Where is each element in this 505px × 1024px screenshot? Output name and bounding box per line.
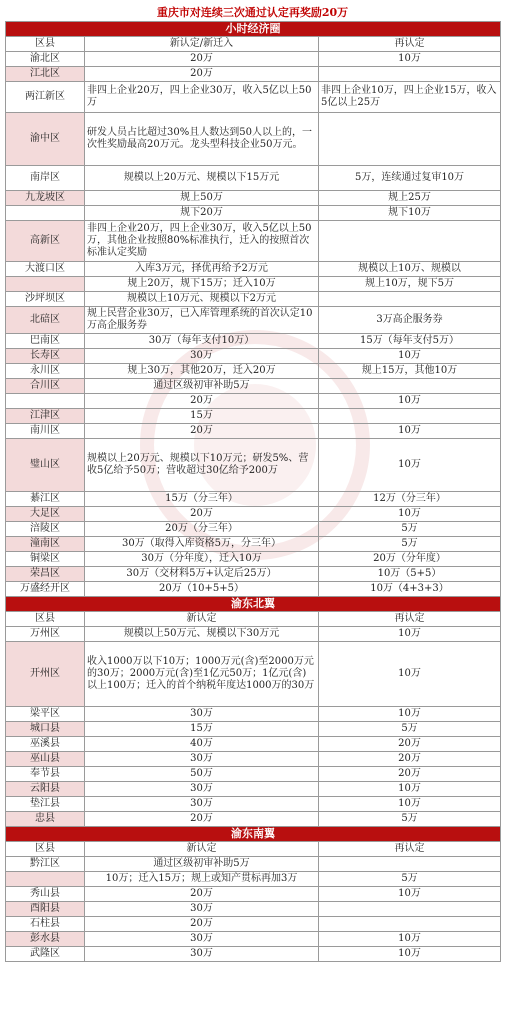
new-award-cell: 规模以上50万元、规模以下30万元 bbox=[85, 627, 319, 642]
section-title: 小时经济圈 bbox=[6, 22, 501, 37]
table-row bbox=[6, 409, 501, 424]
table-row bbox=[6, 722, 501, 737]
column-header: 区县 bbox=[6, 612, 85, 627]
district-cell: 开州区 bbox=[6, 642, 85, 707]
district-cell: 黔江区 bbox=[6, 857, 85, 872]
subsidy-table bbox=[5, 21, 501, 962]
district-cell: 秀山县 bbox=[6, 887, 85, 902]
renewal-award-cell: 5万，连续通过复审10万 bbox=[319, 166, 501, 191]
new-award-cell: 20万 bbox=[85, 887, 319, 902]
renewal-award-cell bbox=[319, 902, 501, 917]
district-cell: 綦江区 bbox=[6, 492, 85, 507]
renewal-award-cell: 3万高企服务券 bbox=[319, 307, 501, 334]
renewal-award-cell bbox=[319, 221, 501, 262]
renewal-award-cell: 10万 bbox=[319, 947, 501, 962]
district-cell: 渝中区 bbox=[6, 113, 85, 166]
new-award-cell: 30万（每年支付10万） bbox=[85, 334, 319, 349]
section-band bbox=[6, 827, 501, 842]
new-award-cell: 30万 bbox=[85, 797, 319, 812]
table-row bbox=[6, 221, 501, 262]
district-cell: 巫山县 bbox=[6, 752, 85, 767]
renewal-award-cell: 5万 bbox=[319, 537, 501, 552]
column-header: 再认定 bbox=[319, 612, 501, 627]
district-cell bbox=[6, 872, 85, 887]
renewal-award-cell: 10万（4+3+3） bbox=[319, 582, 501, 597]
district-cell: 江津区 bbox=[6, 409, 85, 424]
renewal-award-cell: 10万 bbox=[319, 507, 501, 522]
table-row bbox=[6, 552, 501, 567]
column-header: 再认定 bbox=[319, 37, 501, 52]
table-row bbox=[6, 379, 501, 394]
new-award-cell: 30万 bbox=[85, 707, 319, 722]
new-award-cell: 10万；迁入15万；规上或知产贯标再加3万 bbox=[85, 872, 319, 887]
new-award-cell: 20万 bbox=[85, 394, 319, 409]
district-cell bbox=[6, 277, 85, 292]
new-award-cell: 规模以上20万元、规模以下15万元 bbox=[85, 166, 319, 191]
district-cell: 合川区 bbox=[6, 379, 85, 394]
renewal-award-cell bbox=[319, 857, 501, 872]
new-award-cell: 30万（交材料5万+认定后25万） bbox=[85, 567, 319, 582]
table-row bbox=[6, 797, 501, 812]
new-award-cell: 15万 bbox=[85, 722, 319, 737]
new-award-cell: 非四上企业20万，四上企业30万，收入5亿以上50万，其他企业按照80%标准执行，迁入的按照首次标准认定奖励 bbox=[85, 221, 319, 262]
table-row bbox=[6, 707, 501, 722]
new-award-cell: 收入1000万以下10万；1000万元(含)至2000万元的30万；2000万元(含)至1亿元50万；1亿元(含)以上100万；迁入的首个纳税年度达1000万的30万 bbox=[85, 642, 319, 707]
table-row bbox=[6, 439, 501, 492]
table-row bbox=[6, 642, 501, 707]
district-cell: 云阳县 bbox=[6, 782, 85, 797]
table-row bbox=[6, 262, 501, 277]
renewal-award-cell: 10万 bbox=[319, 932, 501, 947]
new-award-cell: 20万 bbox=[85, 52, 319, 67]
new-award-cell: 40万 bbox=[85, 737, 319, 752]
renewal-award-cell: 5万 bbox=[319, 812, 501, 827]
table-row bbox=[6, 52, 501, 67]
district-cell: 巫溪县 bbox=[6, 737, 85, 752]
new-award-cell: 非四上企业20万，四上企业30万，收入5亿以上50万 bbox=[85, 82, 319, 113]
new-award-cell: 通过区级初审补助5万 bbox=[85, 379, 319, 394]
new-award-cell: 20万（10+5+5） bbox=[85, 582, 319, 597]
table-row bbox=[6, 737, 501, 752]
table-row bbox=[6, 307, 501, 334]
district-cell: 永川区 bbox=[6, 364, 85, 379]
new-award-cell: 20万 bbox=[85, 917, 319, 932]
renewal-award-cell bbox=[319, 379, 501, 394]
new-award-cell: 30万（取得入库资格5万，分三年） bbox=[85, 537, 319, 552]
table-row bbox=[6, 872, 501, 887]
column-header: 新认定/新迁入 bbox=[85, 37, 319, 52]
table-row bbox=[6, 334, 501, 349]
district-cell: 涪陵区 bbox=[6, 522, 85, 537]
table-row bbox=[6, 522, 501, 537]
new-award-cell: 15万（分三年） bbox=[85, 492, 319, 507]
renewal-award-cell: 10万（5+5） bbox=[319, 567, 501, 582]
renewal-award-cell bbox=[319, 917, 501, 932]
column-header: 再认定 bbox=[319, 842, 501, 857]
renewal-award-cell: 15万（每年支付5万） bbox=[319, 334, 501, 349]
district-cell bbox=[6, 206, 85, 221]
new-award-cell: 20万（分三年） bbox=[85, 522, 319, 537]
new-award-cell: 规模以上10万元、规模以下2万元 bbox=[85, 292, 319, 307]
table-row bbox=[6, 349, 501, 364]
new-award-cell: 15万 bbox=[85, 409, 319, 424]
renewal-award-cell: 10万 bbox=[319, 424, 501, 439]
document-title: 重庆市对连续三次通过认定再奖励20万 bbox=[156, 6, 349, 19]
table-row bbox=[6, 752, 501, 767]
new-award-cell: 规上20万，规下15万；迁入10万 bbox=[85, 277, 319, 292]
column-header: 区县 bbox=[6, 37, 85, 52]
new-award-cell: 20万 bbox=[85, 812, 319, 827]
district-cell: 南川区 bbox=[6, 424, 85, 439]
new-award-cell: 30万 bbox=[85, 932, 319, 947]
renewal-award-cell: 10万 bbox=[319, 52, 501, 67]
table-row bbox=[6, 394, 501, 409]
district-cell: 大足区 bbox=[6, 507, 85, 522]
new-award-cell: 30万 bbox=[85, 752, 319, 767]
renewal-award-cell: 10万 bbox=[319, 797, 501, 812]
district-cell: 铜梁区 bbox=[6, 552, 85, 567]
district-cell: 九龙坡区 bbox=[6, 191, 85, 206]
new-award-cell: 规上50万 bbox=[85, 191, 319, 206]
new-award-cell: 20万 bbox=[85, 507, 319, 522]
table-row bbox=[6, 537, 501, 552]
new-award-cell: 30万 bbox=[85, 947, 319, 962]
renewal-award-cell: 10万 bbox=[319, 349, 501, 364]
table-row bbox=[6, 917, 501, 932]
renewal-award-cell: 20万（分年度） bbox=[319, 552, 501, 567]
new-award-cell: 30万 bbox=[85, 349, 319, 364]
renewal-award-cell: 12万（分三年） bbox=[319, 492, 501, 507]
district-cell: 万州区 bbox=[6, 627, 85, 642]
renewal-award-cell bbox=[319, 67, 501, 82]
new-award-cell: 30万（分年度），迁入10万 bbox=[85, 552, 319, 567]
new-award-cell: 50万 bbox=[85, 767, 319, 782]
district-cell: 石柱县 bbox=[6, 917, 85, 932]
table-row bbox=[6, 113, 501, 166]
table-row bbox=[6, 206, 501, 221]
renewal-award-cell bbox=[319, 409, 501, 424]
district-cell: 忠县 bbox=[6, 812, 85, 827]
table-row bbox=[6, 767, 501, 782]
renewal-award-cell: 5万 bbox=[319, 522, 501, 537]
table-row bbox=[6, 424, 501, 439]
district-cell: 璧山区 bbox=[6, 439, 85, 492]
renewal-award-cell bbox=[319, 292, 501, 307]
renewal-award-cell: 20万 bbox=[319, 752, 501, 767]
renewal-award-cell: 10万 bbox=[319, 707, 501, 722]
renewal-award-cell: 10万 bbox=[319, 887, 501, 902]
district-cell: 长寿区 bbox=[6, 349, 85, 364]
table-row bbox=[6, 932, 501, 947]
district-cell: 南岸区 bbox=[6, 166, 85, 191]
table-row bbox=[6, 82, 501, 113]
district-cell: 彭水县 bbox=[6, 932, 85, 947]
renewal-award-cell: 5万 bbox=[319, 722, 501, 737]
renewal-award-cell: 规上10万，规下5万 bbox=[319, 277, 501, 292]
district-cell: 沙坪坝区 bbox=[6, 292, 85, 307]
renewal-award-cell bbox=[319, 113, 501, 166]
table-row bbox=[6, 812, 501, 827]
district-cell: 奉节县 bbox=[6, 767, 85, 782]
table-row bbox=[6, 887, 501, 902]
district-cell: 梁平区 bbox=[6, 707, 85, 722]
district-cell: 江北区 bbox=[6, 67, 85, 82]
district-cell bbox=[6, 394, 85, 409]
district-cell: 武隆区 bbox=[6, 947, 85, 962]
section-title: 渝东南翼 bbox=[6, 827, 501, 842]
new-award-cell: 规模以上20万元、规模以下10万元；研发5%、营收5亿给予50万；营收超过30亿给予200万 bbox=[85, 439, 319, 492]
column-header-row bbox=[6, 612, 501, 627]
renewal-award-cell: 10万 bbox=[319, 782, 501, 797]
table-row bbox=[6, 782, 501, 797]
district-cell: 渝北区 bbox=[6, 52, 85, 67]
new-award-cell: 通过区级初审补助5万 bbox=[85, 857, 319, 872]
table-row bbox=[6, 191, 501, 206]
renewal-award-cell: 规上25万 bbox=[319, 191, 501, 206]
table-row bbox=[6, 582, 501, 597]
new-award-cell: 30万 bbox=[85, 902, 319, 917]
renewal-award-cell: 10万 bbox=[319, 642, 501, 707]
renewal-award-cell: 10万 bbox=[319, 627, 501, 642]
new-award-cell: 规上民营企业30万，已入库管理系统的首次认定10万高企服务券 bbox=[85, 307, 319, 334]
table-row bbox=[6, 567, 501, 582]
new-award-cell: 30万 bbox=[85, 782, 319, 797]
district-cell: 巴南区 bbox=[6, 334, 85, 349]
district-cell: 两江新区 bbox=[6, 82, 85, 113]
renewal-award-cell: 20万 bbox=[319, 737, 501, 752]
renewal-award-cell: 5万 bbox=[319, 872, 501, 887]
renewal-award-cell: 规下10万 bbox=[319, 206, 501, 221]
column-header: 新认定 bbox=[85, 612, 319, 627]
district-cell: 垫江县 bbox=[6, 797, 85, 812]
section-band bbox=[6, 22, 501, 37]
table-row bbox=[6, 627, 501, 642]
new-award-cell: 20万 bbox=[85, 67, 319, 82]
table-row bbox=[6, 507, 501, 522]
section-title: 渝东北翼 bbox=[6, 597, 501, 612]
renewal-award-cell: 10万 bbox=[319, 394, 501, 409]
renewal-award-cell: 非四上企业10万，四上企业15万，收入5亿以上25万 bbox=[319, 82, 501, 113]
renewal-award-cell: 规模以上10万、规模以 bbox=[319, 262, 501, 277]
renewal-award-cell: 20万 bbox=[319, 767, 501, 782]
table-row bbox=[6, 947, 501, 962]
district-cell: 高新区 bbox=[6, 221, 85, 262]
table-row bbox=[6, 166, 501, 191]
district-cell: 北碚区 bbox=[6, 307, 85, 334]
table-row bbox=[6, 277, 501, 292]
district-cell: 城口县 bbox=[6, 722, 85, 737]
column-header-row bbox=[6, 842, 501, 857]
renewal-award-cell: 10万 bbox=[319, 439, 501, 492]
new-award-cell: 入库3万元，择优再给予2万元 bbox=[85, 262, 319, 277]
section-band bbox=[6, 597, 501, 612]
table-row bbox=[6, 492, 501, 507]
district-cell: 荣昌区 bbox=[6, 567, 85, 582]
renewal-award-cell: 规上15万，其他10万 bbox=[319, 364, 501, 379]
district-cell: 万盛经开区 bbox=[6, 582, 85, 597]
new-award-cell: 研发人员占比超过30%且人数达到50人以上的，一次性奖励最高20万元。龙头型科技企业50万元。 bbox=[85, 113, 319, 166]
district-cell: 大渡口区 bbox=[6, 262, 85, 277]
district-cell: 潼南区 bbox=[6, 537, 85, 552]
new-award-cell: 规下20万 bbox=[85, 206, 319, 221]
district-cell: 酉阳县 bbox=[6, 902, 85, 917]
table-row bbox=[6, 292, 501, 307]
new-award-cell: 20万 bbox=[85, 424, 319, 439]
column-header: 区县 bbox=[6, 842, 85, 857]
table-row bbox=[6, 67, 501, 82]
table-row bbox=[6, 902, 501, 917]
column-header-row bbox=[6, 37, 501, 52]
column-header: 新认定 bbox=[85, 842, 319, 857]
table-row bbox=[6, 857, 501, 872]
new-award-cell: 规上30万，其他20万，迁入20万 bbox=[85, 364, 319, 379]
table-row bbox=[6, 364, 501, 379]
